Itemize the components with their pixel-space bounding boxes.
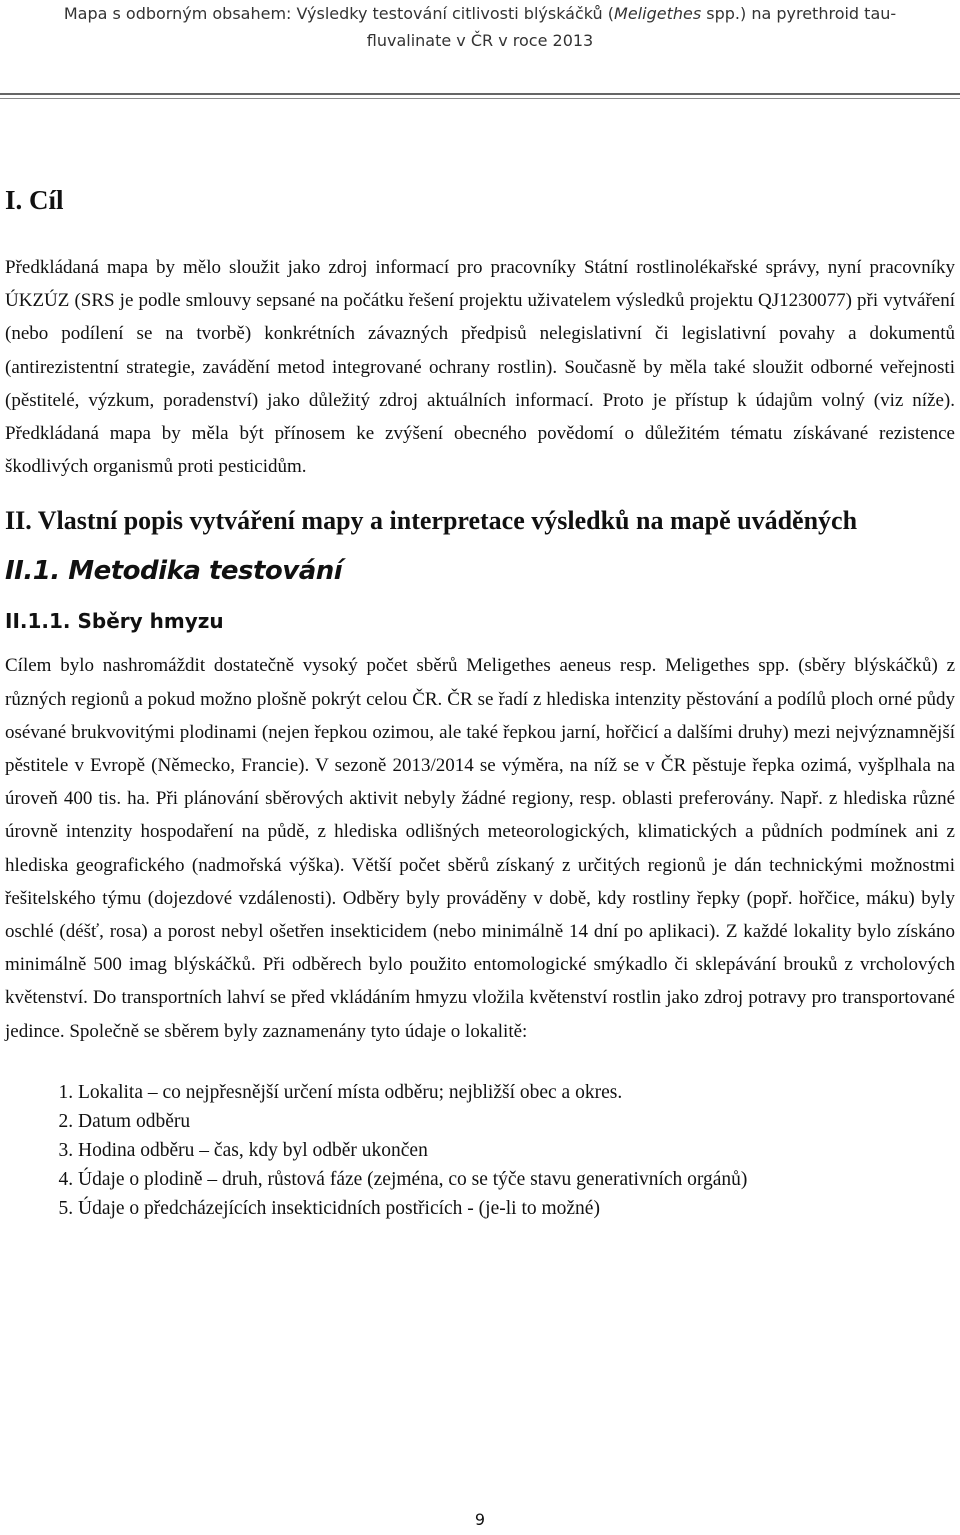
- list-item: 1. Lokalita – co nejpřesnější určení místa odběru; nejbližší obec a okres.: [78, 1078, 955, 1107]
- header-line-2: fluvalinate v ČR v roce 2013: [366, 31, 594, 50]
- page-number: 9: [474, 1510, 486, 1529]
- header-rule-thin: [0, 98, 960, 99]
- section-1-paragraph: Předkládaná mapa by mělo sloužit jako zdroj informací pro pracovníky Státní rostlinolékařské správy, nyní pracovníky ÚKZÚZ (SRS je podle smlouvy sepsané na počátku řešení projektu uživatelem výsledků projektu QJ1230077) při vytváření (nebo podílení se na tvorbě) konkrétních závazných předpisů nelegislativní či legislativní povahy a dokumentů (antirezistentní strategie, zavádění metod integrované ochrany rostlin). Současně by měla také sloužit odborné veřejnosti (pěstitelé, výzkum, poradenství) jako důležitý zdroj aktuálních informací. Proto je přístup k údajům volný (viz níže). Předkládaná mapa by měla být přínosem ke zvýšení obecného povědomí o důležitém tématu získávané rezistence škodlivých organismů proti pesticidům.: [5, 257, 955, 478]
- header-rule-thick: [0, 93, 960, 95]
- section-2-title: II. Vlastní popis vytváření mapy a interpretace výsledků na mapě uváděných: [5, 506, 858, 536]
- running-header: [0, 0, 960, 60]
- section-2-1-1-title: II.1.1. Sběry hmyzu: [5, 609, 224, 634]
- header-line-1: Mapa s odborným obsahem: Výsledky testování citlivosti blýskáčků (Meligethes spp.) na pyrethroid tau-: [63, 4, 897, 23]
- list-item: 4. Údaje o plodině – druh, růstová fáze (zejména, co se týče stavu generativních orgánů): [78, 1165, 955, 1194]
- section-2-1-title: II.1. Metodika testování: [5, 556, 343, 587]
- section-1-title: I. Cíl: [5, 185, 64, 215]
- header-italic-genus: Meligethes: [614, 4, 702, 23]
- list-item: 2. Datum odběru: [78, 1107, 955, 1136]
- locality-data-list: [5, 1078, 955, 1223]
- page-content: [5, 175, 955, 1223]
- list-item: 5. Údaje o předcházejících insekticidních postřicích - (je-li to možné): [78, 1194, 955, 1223]
- list-item: 3. Hodina odběru – čas, kdy byl odběr ukončen: [78, 1136, 955, 1165]
- section-2-1-1-paragraph: Cílem bylo nashromáždit dostatečně vysoký počet sběrů Meligethes aeneus resp. Meligethes spp. (sběry blýskáčků) z různých regionů a pokud možno plošně pokrýt celou ČR. ČR se řadí z hlediska intenzity pěstování a podílů ploch orné půdy osévané brukvovitými plodinami (nejen řepkou ozimou, ale také řepkou jarní, hořčicí a dalšími druhy) mezi nejvýznamnější pěstitele v Evropě (Německo, Francie). V sezoně 2013/2014 se výměra, na níž se v ČR pěstuje řepka ozimá, vyšplhala na úroveň 400 tis. ha. Při plánování sběrových aktivit nebyly žádné regiony, resp. oblasti preferovány. Např. z hlediska různé úrovně intenzity hospodaření na půdě, z hlediska odlišných meteorologických, klimatických a půdních podmínek ani z hlediska geografického (nadmořská výška). Větší počet sběrů získaný z určitých regionů je dán technickými možnostmi řešitelského týmu (dojezdové vzdálenosti). Odběry byly prováděny v době, kdy rostliny řepky (popř. hořčice, máku) byly oschlé (déšť, rosa) a porost nebyl ošetřen insekticidem (nebo minimálně 14 dní po aplikaci). Z každé lokality bylo získáno minimálně 500 imag blýskáčků. Při odběrech bylo použito entomologické smýkadlo či sklepávání brouků z vrcholových květenství. Do transportních lahví se před vkládáním hmyzu vložila květenství rostlin jako zdroj potravy pro transportované jedince. Společně se sběrem byly zaznamenány tyto údaje o lokalitě:: [5, 655, 955, 1042]
